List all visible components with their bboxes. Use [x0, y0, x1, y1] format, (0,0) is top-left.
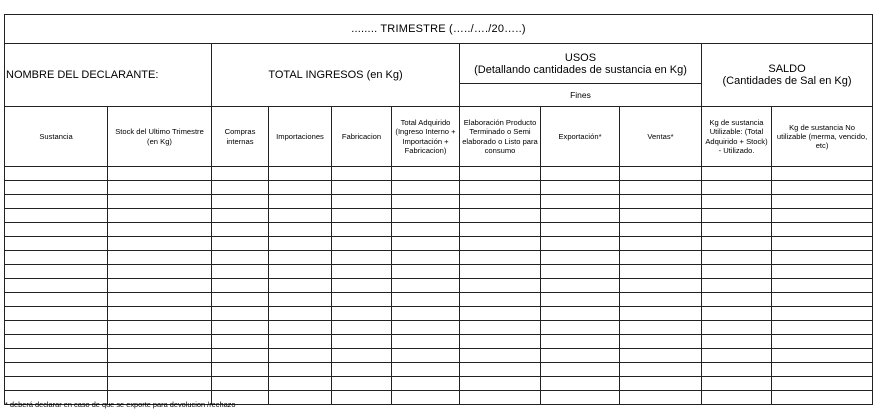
entry-cell[interactable] [772, 279, 873, 293]
entry-cell[interactable] [5, 265, 108, 279]
entry-cell[interactable] [332, 377, 392, 391]
entry-cell[interactable] [212, 167, 269, 181]
entry-cell[interactable] [332, 307, 392, 321]
entry-cell[interactable] [108, 209, 212, 223]
entry-cell[interactable] [620, 391, 702, 405]
entry-cell[interactable] [460, 167, 541, 181]
table-row [5, 209, 873, 223]
entry-cell[interactable] [392, 237, 460, 251]
entry-cell[interactable] [332, 279, 392, 293]
entry-cell[interactable] [212, 307, 269, 321]
entry-cell[interactable] [772, 195, 873, 209]
entry-cell[interactable] [108, 167, 212, 181]
table-row [5, 335, 873, 349]
entry-cell[interactable] [269, 251, 332, 265]
entry-cell[interactable] [269, 377, 332, 391]
entry-cell[interactable] [269, 335, 332, 349]
entry-cell[interactable] [702, 307, 772, 321]
entry-cell[interactable] [620, 307, 702, 321]
entry-cell[interactable] [332, 167, 392, 181]
entry-cell[interactable] [392, 167, 460, 181]
entry-cell[interactable] [5, 293, 108, 307]
entry-cell[interactable] [702, 335, 772, 349]
entry-cell[interactable] [620, 181, 702, 195]
entry-cell[interactable] [392, 265, 460, 279]
table-row [5, 195, 873, 209]
entry-cell[interactable] [5, 195, 108, 209]
col-importaciones: Importaciones [269, 107, 332, 167]
entry-cell[interactable] [212, 195, 269, 209]
entry-cell[interactable] [541, 181, 620, 195]
saldo-subtitle: (Cantidades de Sal en Kg) [722, 75, 852, 87]
entry-cell[interactable] [620, 265, 702, 279]
col-sustancia: Sustancia [5, 107, 108, 167]
entry-cell[interactable] [392, 209, 460, 223]
col-exportacion: Exportación* [541, 107, 620, 167]
entry-cell[interactable] [541, 251, 620, 265]
entry-cell[interactable] [212, 251, 269, 265]
table-row [5, 321, 873, 335]
saldo-title: SALDO [768, 63, 806, 75]
entry-cell[interactable] [541, 293, 620, 307]
entry-cell[interactable] [108, 363, 212, 377]
entry-cell[interactable] [212, 349, 269, 363]
entry-cell[interactable] [212, 181, 269, 195]
entry-cell[interactable] [212, 265, 269, 279]
entry-cell[interactable] [108, 321, 212, 335]
entry-cell[interactable] [5, 363, 108, 377]
entry-cell[interactable] [5, 377, 108, 391]
entry-cell[interactable] [392, 335, 460, 349]
entry-cell[interactable] [541, 363, 620, 377]
entry-cell[interactable] [332, 223, 392, 237]
entry-cell[interactable] [108, 265, 212, 279]
entry-cell[interactable] [108, 251, 212, 265]
entry-cell[interactable] [269, 265, 332, 279]
entry-cell[interactable] [620, 209, 702, 223]
entry-cell[interactable] [702, 251, 772, 265]
entry-cell[interactable] [5, 251, 108, 265]
entry-cell[interactable] [392, 363, 460, 377]
entry-cell[interactable] [332, 237, 392, 251]
entry-cell[interactable] [332, 363, 392, 377]
entry-cell[interactable] [460, 279, 541, 293]
entry-cell[interactable] [392, 251, 460, 265]
entry-cell[interactable] [5, 321, 108, 335]
entry-cell[interactable] [269, 223, 332, 237]
entry-cell[interactable] [772, 307, 873, 321]
entry-cell[interactable] [108, 223, 212, 237]
entry-cell[interactable] [212, 293, 269, 307]
table-row [5, 307, 873, 321]
table-row [5, 349, 873, 363]
entry-cell[interactable] [460, 251, 541, 265]
entry-cell[interactable] [460, 223, 541, 237]
table-row [5, 237, 873, 251]
entry-cell[interactable] [269, 195, 332, 209]
entry-cell[interactable] [269, 279, 332, 293]
entry-cell[interactable] [212, 363, 269, 377]
entry-cell[interactable] [460, 195, 541, 209]
entry-cell[interactable] [269, 209, 332, 223]
entry-cell[interactable] [392, 321, 460, 335]
table-row [5, 167, 873, 181]
table-row [5, 377, 873, 391]
entry-cell[interactable] [269, 349, 332, 363]
entry-cell[interactable] [212, 321, 269, 335]
trimestre-title: ........ TRIMESTRE (…../…./20…..) [5, 15, 873, 44]
entry-cell[interactable] [702, 237, 772, 251]
entry-cell[interactable] [460, 377, 541, 391]
entry-cell[interactable] [5, 223, 108, 237]
entry-cell[interactable] [332, 251, 392, 265]
entry-cell[interactable] [332, 321, 392, 335]
entry-cell[interactable] [772, 391, 873, 405]
usos-subtitle: (Detallando cantidades de sustancia en Kg) [474, 63, 687, 76]
entry-cell[interactable] [108, 279, 212, 293]
entry-cell[interactable] [702, 279, 772, 293]
col-fabricacion: Fabricacion [332, 107, 392, 167]
fines-header: Fines [460, 84, 702, 107]
entry-cell[interactable] [772, 237, 873, 251]
entry-cell[interactable] [5, 335, 108, 349]
entry-cell[interactable] [5, 279, 108, 293]
entry-cell[interactable] [332, 265, 392, 279]
entry-cell[interactable] [212, 209, 269, 223]
saldo-header [702, 44, 873, 107]
entry-cell[interactable] [541, 195, 620, 209]
col-compras-internas: Compras internas [212, 107, 269, 167]
entry-cell[interactable] [460, 321, 541, 335]
entry-cell[interactable] [212, 223, 269, 237]
col-sustancia-no-utilizable: Kg de sustancia No utilizable (merma, vencido, etc) [772, 107, 873, 167]
entry-cell[interactable] [5, 209, 108, 223]
entry-cell[interactable] [332, 209, 392, 223]
entry-cell[interactable] [620, 251, 702, 265]
entry-cell[interactable] [460, 265, 541, 279]
entry-cell[interactable] [5, 307, 108, 321]
entry-cell[interactable] [5, 349, 108, 363]
entry-cell[interactable] [772, 181, 873, 195]
entry-cell[interactable] [772, 363, 873, 377]
usos-header [460, 44, 702, 84]
entry-cell[interactable] [702, 209, 772, 223]
entry-cell[interactable] [541, 335, 620, 349]
entry-cell[interactable] [541, 265, 620, 279]
entry-cell[interactable] [620, 195, 702, 209]
entry-cell[interactable] [772, 293, 873, 307]
entry-cell[interactable] [460, 237, 541, 251]
entry-cell[interactable] [620, 293, 702, 307]
entry-cell[interactable] [332, 181, 392, 195]
entry-cell[interactable] [212, 377, 269, 391]
entry-cell[interactable] [620, 237, 702, 251]
entry-cell[interactable] [702, 293, 772, 307]
entry-cell[interactable] [702, 181, 772, 195]
table-row [5, 223, 873, 237]
entry-cell[interactable] [108, 293, 212, 307]
entry-cell[interactable] [108, 237, 212, 251]
total-ingresos-header: TOTAL INGRESOS (en Kg) [212, 44, 460, 107]
entry-cell[interactable] [269, 391, 332, 405]
entry-cell[interactable] [332, 349, 392, 363]
declaration-form [4, 14, 873, 405]
entry-cell[interactable] [620, 363, 702, 377]
entry-cell[interactable] [5, 181, 108, 195]
entry-cell[interactable] [332, 195, 392, 209]
entry-cell[interactable] [772, 335, 873, 349]
col-ventas: Ventas* [620, 107, 702, 167]
entry-cell[interactable] [620, 349, 702, 363]
entry-cell[interactable] [620, 321, 702, 335]
usos-title: USOS [564, 51, 597, 64]
entry-cell[interactable] [108, 181, 212, 195]
entry-cell[interactable] [269, 321, 332, 335]
entry-cell[interactable] [772, 167, 873, 181]
entry-cell[interactable] [392, 391, 460, 405]
entry-cell[interactable] [460, 209, 541, 223]
entry-cell[interactable] [269, 181, 332, 195]
entry-cell[interactable] [772, 377, 873, 391]
entry-cell[interactable] [541, 209, 620, 223]
entry-cell[interactable] [392, 181, 460, 195]
entry-cell[interactable] [702, 195, 772, 209]
entry-cell[interactable] [620, 223, 702, 237]
entry-cell[interactable] [212, 335, 269, 349]
entry-cell[interactable] [702, 363, 772, 377]
entry-cell[interactable] [702, 223, 772, 237]
entry-cell[interactable] [392, 377, 460, 391]
entry-cell[interactable] [541, 377, 620, 391]
declaration-table [4, 14, 873, 405]
entry-cell[interactable] [332, 391, 392, 405]
entry-cell[interactable] [541, 279, 620, 293]
entry-cell[interactable] [702, 321, 772, 335]
table-row [5, 279, 873, 293]
entry-cell[interactable] [702, 377, 772, 391]
entry-cell[interactable] [108, 377, 212, 391]
entry-cell[interactable] [620, 377, 702, 391]
entry-cell[interactable] [620, 167, 702, 181]
entry-cell[interactable] [541, 167, 620, 181]
entry-cell[interactable] [392, 293, 460, 307]
entry-cell[interactable] [332, 335, 392, 349]
entry-cell[interactable] [460, 349, 541, 363]
entry-cell[interactable] [541, 237, 620, 251]
entry-cell[interactable] [269, 237, 332, 251]
entry-cell[interactable] [702, 167, 772, 181]
entry-cell[interactable] [541, 321, 620, 335]
entry-cell[interactable] [269, 307, 332, 321]
entry-cell[interactable] [772, 321, 873, 335]
entry-cell[interactable] [460, 293, 541, 307]
table-row [5, 363, 873, 377]
entry-cell[interactable] [460, 181, 541, 195]
entry-cell[interactable] [772, 349, 873, 363]
entry-cell[interactable] [541, 349, 620, 363]
entry-cell[interactable] [772, 265, 873, 279]
col-stock-ultimo-trimestre: Stock del Ultimo Trimestre (en Kg) [108, 107, 212, 167]
entry-cell[interactable] [108, 307, 212, 321]
table-row [5, 251, 873, 265]
entry-cell[interactable] [392, 279, 460, 293]
col-total-adquirido: Total Adquirido (Ingreso Interno + Importación + Fabricacion) [392, 107, 460, 167]
entry-cell[interactable] [772, 209, 873, 223]
entry-cell[interactable] [392, 195, 460, 209]
entry-cell[interactable] [460, 307, 541, 321]
entry-cell[interactable] [108, 195, 212, 209]
entry-cell[interactable] [269, 293, 332, 307]
entry-cell[interactable] [108, 349, 212, 363]
entry-cell[interactable] [269, 167, 332, 181]
entry-cell[interactable] [108, 335, 212, 349]
entry-cell[interactable] [5, 167, 108, 181]
table-row [5, 293, 873, 307]
entry-cell[interactable] [702, 265, 772, 279]
entry-cell[interactable] [392, 307, 460, 321]
entry-cell[interactable] [541, 391, 620, 405]
entry-cell[interactable] [460, 391, 541, 405]
entry-cell[interactable] [392, 223, 460, 237]
table-row [5, 181, 873, 195]
data-rows [5, 167, 873, 405]
entry-cell[interactable] [772, 223, 873, 237]
entry-cell[interactable] [212, 279, 269, 293]
col-sustancia-utilizable: Kg de sustancia Utilizable: (Total Adquirido + Stock) - Utilizado. [702, 107, 772, 167]
entry-cell[interactable] [332, 293, 392, 307]
entry-cell[interactable] [392, 349, 460, 363]
entry-cell[interactable] [541, 223, 620, 237]
entry-cell[interactable] [5, 237, 108, 251]
entry-cell[interactable] [620, 335, 702, 349]
entry-cell[interactable] [460, 363, 541, 377]
entry-cell[interactable] [541, 307, 620, 321]
entry-cell[interactable] [772, 251, 873, 265]
col-elaboracion-producto: Elaboración Producto Terminado o Semi elaborado o Listo para consumo [460, 107, 541, 167]
declarante-label: NOMBRE DEL DECLARANTE: [5, 44, 212, 107]
entry-cell[interactable] [269, 363, 332, 377]
entry-cell[interactable] [620, 279, 702, 293]
entry-cell[interactable] [702, 349, 772, 363]
footnote: * deberá declarar en caso de que se exporte para devolucion /rechazo [5, 400, 236, 409]
entry-cell[interactable] [460, 335, 541, 349]
entry-cell[interactable] [212, 237, 269, 251]
entry-cell[interactable] [702, 391, 772, 405]
table-row [5, 265, 873, 279]
